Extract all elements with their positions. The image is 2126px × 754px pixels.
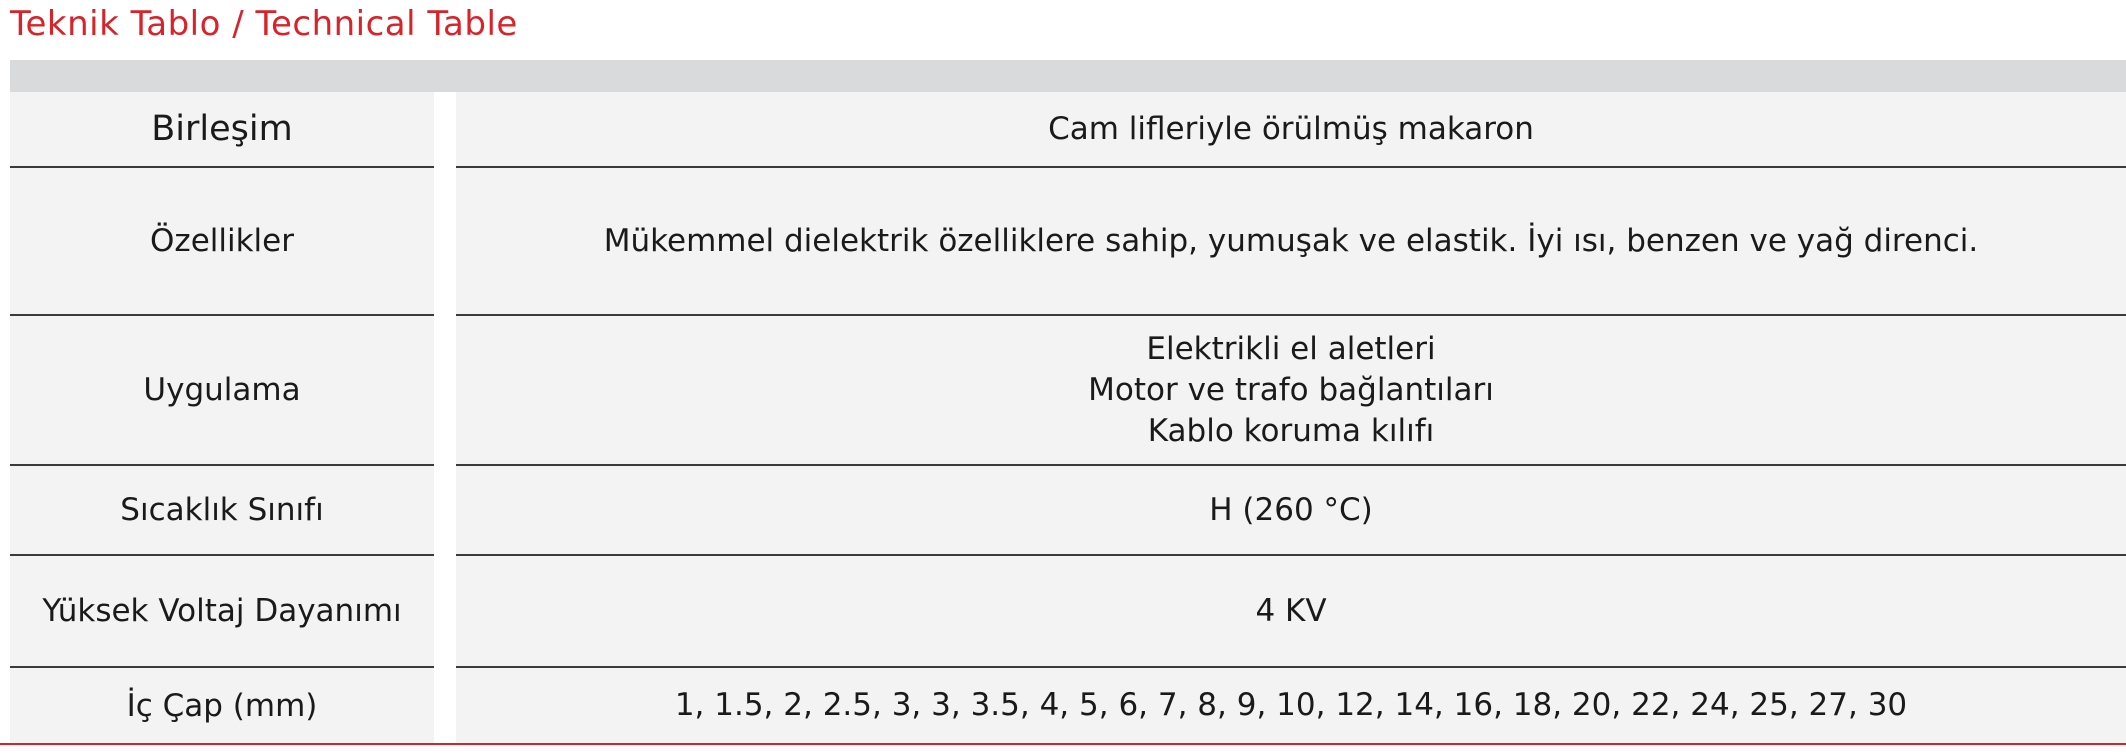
value-line: H (260 °C) [1209,491,1373,528]
row-value-temperature-class [456,466,2126,556]
value-line: Kablo koruma kılıfı [1147,412,1435,449]
value-line: Cam lifleriyle örülmüş makaron [1048,110,1534,147]
table-row [10,316,2126,466]
table-row [10,668,2126,743]
row-value-high-voltage [456,556,2126,668]
table-row [10,466,2126,556]
row-value-properties [456,168,2126,316]
row-value-application [456,316,2126,466]
technical-table [10,92,2126,743]
row-label-composition: Birleşim [10,92,434,168]
row-label-temperature-class: Sıcaklık Sınıfı [10,466,434,556]
table-row [10,556,2126,668]
page-title: Teknik Tablo / Technical Table [10,4,518,44]
table-row [10,92,2126,168]
value-line: Motor ve trafo bağlantıları [1088,371,1494,408]
row-value-composition [456,92,2126,168]
row-label-inner-diameter: İç Çap (mm) [10,668,434,743]
value-line: 1, 1.5, 2, 2.5, 3, 3, 3.5, 4, 5, 6, 7, 8, 9, 10, 12, 14, 16, 18, 20, 22, 24, 25, 27, 30 [674,687,1908,723]
row-label-properties: Özellikler [10,168,434,316]
row-label-application: Uygulama [10,316,434,466]
row-label-high-voltage: Yüksek Voltaj Dayanımı [10,556,434,668]
bottom-rule [0,743,2126,745]
value-line: Elektrikli el aletleri [1146,330,1436,367]
value-line: 4 KV [1255,592,1327,629]
row-value-inner-diameter [456,668,2126,743]
value-line: Mükemmel dielektrik özelliklere sahip, yumuşak ve elastik. İyi ısı, benzen ve yağ direnci. [603,222,1979,259]
table-row [10,168,2126,316]
table-header-bar [10,60,2126,92]
